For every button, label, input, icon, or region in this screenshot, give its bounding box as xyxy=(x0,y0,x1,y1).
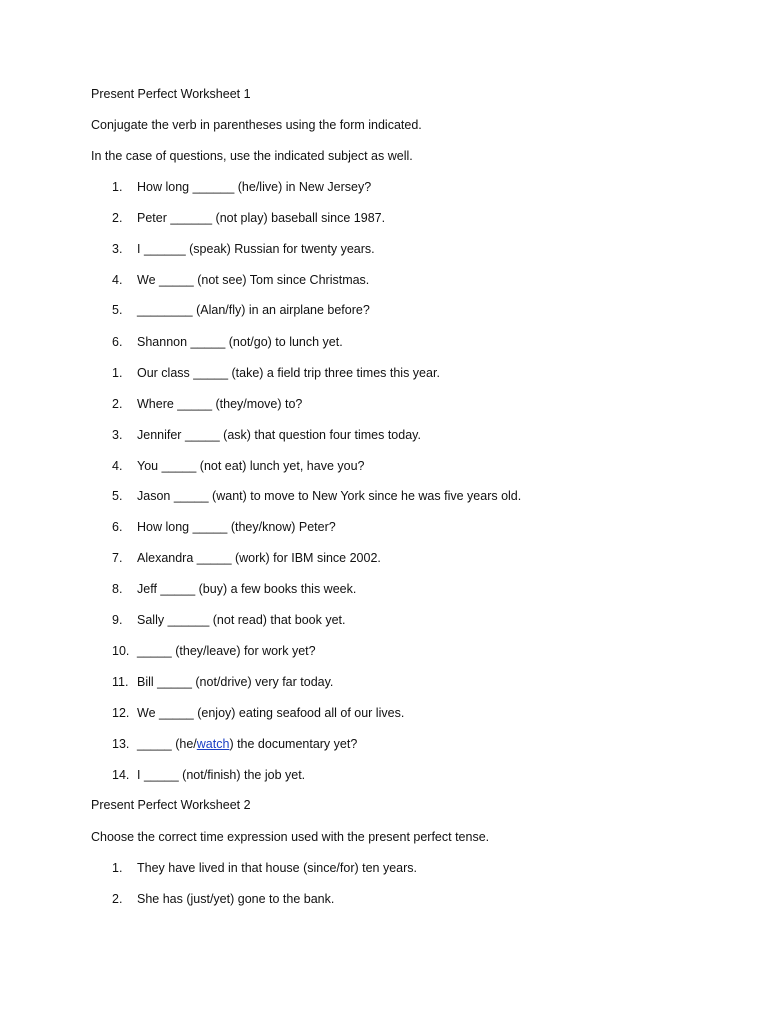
list-item-number: 5. xyxy=(112,489,123,503)
list-item: You _____ (not eat) lunch yet, have you? xyxy=(137,459,365,473)
list-item: We _____ (enjoy) eating seafood all of our lives. xyxy=(137,706,405,720)
list-item: Sally ______ (not read) that book yet. xyxy=(137,613,346,627)
list-item-number: 6. xyxy=(112,335,123,349)
list-item-number: 9. xyxy=(112,613,123,627)
list-item: How long _____ (they/know) Peter? xyxy=(137,520,336,534)
list-item-number: 4. xyxy=(112,273,123,287)
watch-link[interactable]: watch xyxy=(196,737,230,751)
list-item-number: 8. xyxy=(112,582,123,596)
list-item: I ______ (speak) Russian for twenty years. xyxy=(137,242,375,256)
list-item-number: 3. xyxy=(112,242,123,256)
list-item-number: 5. xyxy=(112,303,123,317)
list-item: Jennifer _____ (ask) that question four times today. xyxy=(137,428,421,442)
list-item-number: 1. xyxy=(112,861,123,875)
worksheet1-instruction-1: Conjugate the verb in parentheses using the form indicated. xyxy=(91,118,422,132)
list-item: ________ (Alan/fly) in an airplane before? xyxy=(137,303,370,317)
list-item: How long ______ (he/live) in New Jersey? xyxy=(137,180,372,194)
list-item-number: 3. xyxy=(112,428,123,442)
list-item-number: 4. xyxy=(112,459,123,473)
list-item: Peter ______ (not play) baseball since 1987. xyxy=(137,211,386,225)
list-item: Where _____ (they/move) to? xyxy=(137,397,303,411)
list-item: Alexandra _____ (work) for IBM since 2002. xyxy=(137,551,381,565)
worksheet1-instruction-2: In the case of questions, use the indicated subject as well. xyxy=(91,149,413,163)
list-item: Shannon _____ (not/go) to lunch yet. xyxy=(137,335,343,349)
list-item: Bill _____ (not/drive) very far today. xyxy=(137,675,334,689)
list-item: We _____ (not see) Tom since Christmas. xyxy=(137,273,370,287)
list-item-with-link xyxy=(137,736,357,752)
list-item: Our class _____ (take) a field trip three times this year. xyxy=(137,366,440,380)
list-item-number: 11. xyxy=(112,675,129,689)
list-item: _____ (they/leave) for work yet? xyxy=(137,644,316,658)
list-item-number: 10. xyxy=(112,644,130,658)
worksheet1-title: Present Perfect Worksheet 1 xyxy=(91,87,251,101)
list-item-number: 14. xyxy=(112,768,130,782)
list-item-number: 1. xyxy=(112,180,123,194)
list-item: They have lived in that house (since/for) ten years. xyxy=(137,861,418,875)
list-item-number: 2. xyxy=(112,892,123,906)
list-item-number: 2. xyxy=(112,211,123,225)
worksheet2-title: Present Perfect Worksheet 2 xyxy=(91,798,251,812)
list-item-text-after-link: ) the documentary yet? xyxy=(229,737,358,751)
list-item: Jason _____ (want) to move to New York since he was five years old. xyxy=(137,489,522,503)
list-item-number: 12. xyxy=(112,706,130,720)
list-item-number: 13. xyxy=(112,737,130,751)
list-item: I _____ (not/finish) the job yet. xyxy=(137,768,306,782)
list-item: She has (just/yet) gone to the bank. xyxy=(137,892,335,906)
list-item-text-before-link: _____ (he/ xyxy=(137,737,197,751)
list-item: Jeff _____ (buy) a few books this week. xyxy=(137,582,357,596)
worksheet2-instruction: Choose the correct time expression used with the present perfect tense. xyxy=(91,830,490,844)
list-item-number: 6. xyxy=(112,520,123,534)
list-item-number: 1. xyxy=(112,366,123,380)
list-item-number: 2. xyxy=(112,397,123,411)
list-item-number: 7. xyxy=(112,551,123,565)
